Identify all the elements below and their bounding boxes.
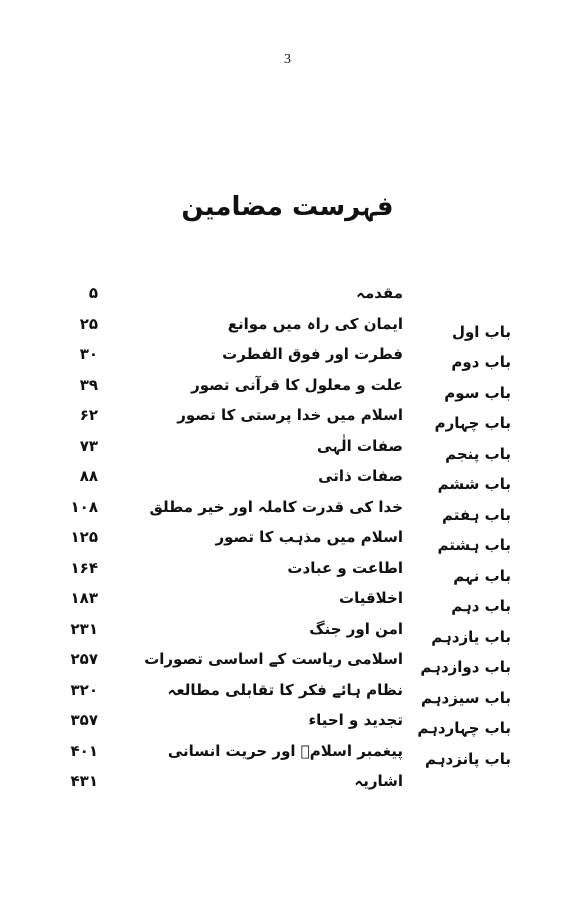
page-ref: ۱۰۸ bbox=[70, 497, 98, 516]
page-ref: ۱۲۵ bbox=[70, 528, 98, 546]
chapter-label: باب اول bbox=[451, 322, 511, 341]
page-ref: ۳۹ bbox=[79, 375, 98, 394]
topic-title: اطاعت و عبادت bbox=[287, 558, 403, 577]
toc-entry bbox=[0, 406, 575, 437]
page-ref: ۶۲ bbox=[79, 406, 98, 424]
chapter-label: باب سیزدہم bbox=[420, 688, 511, 707]
chapter-label: باب چہاردہم bbox=[417, 719, 511, 737]
page-ref: ۷۳ bbox=[79, 436, 98, 455]
page-ref: ۲۳۱ bbox=[70, 619, 98, 638]
page-ref: ۴۰۱ bbox=[70, 741, 98, 760]
topic-title: تجدید و احیاء bbox=[308, 711, 403, 729]
toc-entry bbox=[0, 345, 575, 376]
topic-title: صفات ذاتی bbox=[318, 467, 403, 485]
page-ref: ۸۸ bbox=[79, 467, 98, 485]
chapter-label: باب دوازدہم bbox=[420, 658, 511, 676]
chapter-label: باب ہفتم bbox=[441, 505, 511, 524]
toc-entry bbox=[0, 772, 575, 803]
chapter-label: باب پنجم bbox=[445, 444, 511, 463]
chapter-label: باب دوم bbox=[451, 353, 511, 371]
page-ref: ۲۵۷ bbox=[70, 650, 98, 668]
page-number: 3 bbox=[284, 52, 291, 67]
chapter-label: باب پانزدہم bbox=[424, 749, 511, 768]
topic-title: نظام ہائے فکر کا تقابلی مطالعہ bbox=[167, 680, 403, 699]
topic-title: اخلاقیات bbox=[339, 589, 403, 607]
chapter-label: باب چہارم bbox=[434, 414, 511, 432]
toc-entry bbox=[0, 589, 575, 620]
chapter-label: باب یازدہم bbox=[431, 627, 511, 646]
topic-title: اسلام میں خدا پرستی کا تصور bbox=[177, 406, 403, 424]
toc-entry bbox=[0, 315, 575, 346]
topic-title: فطرت اور فوق الفطرت bbox=[222, 345, 403, 363]
topic-title: اسلامی ریاست کے اساسی تصورات bbox=[144, 650, 403, 668]
chapter-label: باب دہم bbox=[451, 597, 511, 615]
topic-title: مقدمہ bbox=[356, 284, 403, 302]
page-title: فہرست مضامین bbox=[181, 192, 394, 222]
page-ref: ۵ bbox=[88, 284, 98, 302]
toc-entry bbox=[0, 467, 575, 498]
page-ref: ۲۵ bbox=[79, 314, 98, 333]
toc-entry bbox=[0, 376, 575, 407]
topic-title: علت و معلول کا قرآنی تصور bbox=[191, 375, 403, 394]
toc-entry bbox=[0, 559, 575, 590]
toc-entry bbox=[0, 498, 575, 529]
page-ref: ۴۳۱ bbox=[70, 772, 98, 790]
toc-entry bbox=[0, 620, 575, 651]
chapter-label: باب ششم bbox=[437, 475, 511, 493]
toc-entry bbox=[0, 742, 575, 773]
topic-title: اشاریہ bbox=[354, 772, 403, 790]
topic-title: صفات الٰہی bbox=[317, 436, 403, 455]
toc-entry bbox=[0, 528, 575, 559]
toc-entry bbox=[0, 284, 575, 315]
topic-title: ایمان کی راہ میں موانع bbox=[227, 314, 403, 333]
chapter-label: باب نہم bbox=[453, 566, 511, 585]
topic-title: پیغمبر اسلامؐ اور حریت انسانی bbox=[167, 741, 403, 760]
page-ref: ۱۸۳ bbox=[70, 589, 98, 607]
page-ref: ۳۰ bbox=[79, 345, 98, 363]
toc-entry bbox=[0, 650, 575, 681]
page-ref: ۳۵۷ bbox=[70, 711, 98, 729]
toc-entry bbox=[0, 711, 575, 742]
chapter-label: باب ہشتم bbox=[437, 536, 511, 554]
toc-entry bbox=[0, 681, 575, 712]
chapter-label: باب سوم bbox=[444, 383, 511, 402]
topic-title: خدا کی قدرت کاملہ اور خیر مطلق bbox=[149, 497, 403, 516]
toc-entry bbox=[0, 437, 575, 468]
page-ref: ۱۶۴ bbox=[70, 558, 98, 577]
page-ref: ۳۲۰ bbox=[70, 680, 98, 699]
topic-title: اسلام میں مذہب کا تصور bbox=[215, 528, 403, 546]
topic-title: امن اور جنگ bbox=[309, 619, 403, 638]
